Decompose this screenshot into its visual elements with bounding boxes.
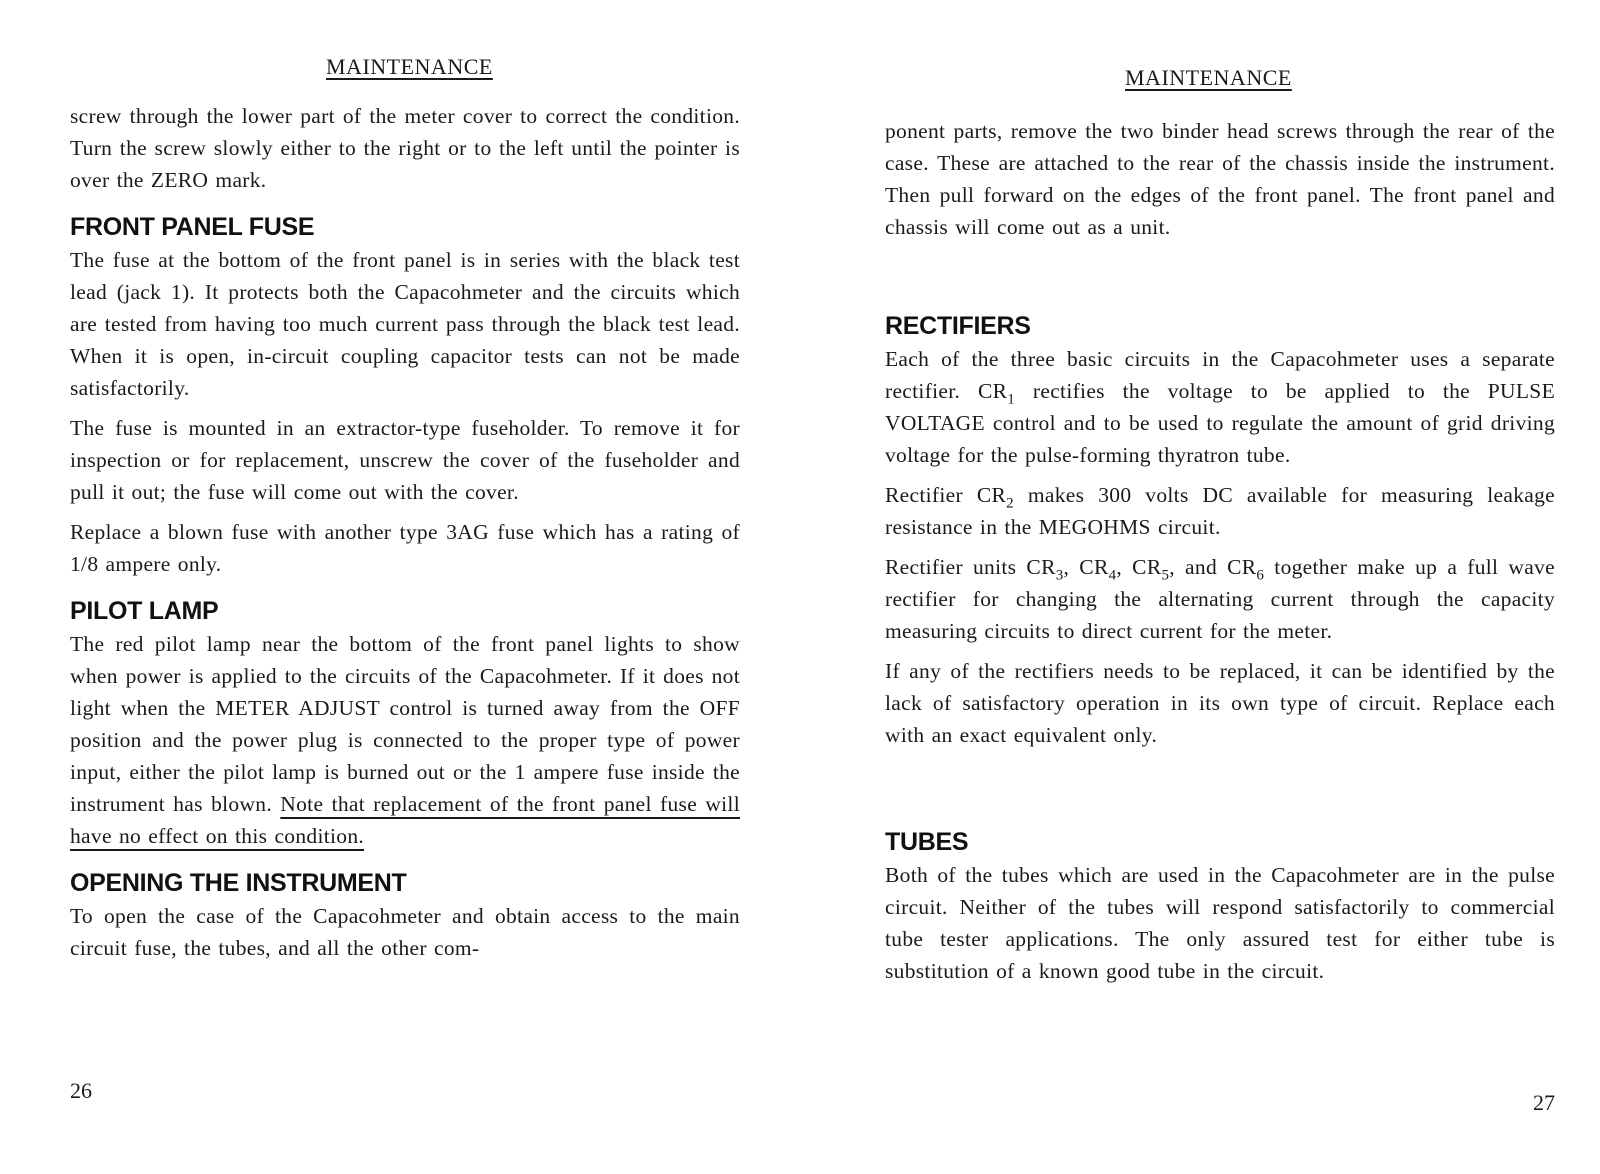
- fuse-paragraph-1: The fuse at the bottom of the front panel is in series with the black test lead (jack 1). It protects both the Capacohmeter and the circuits which are tested from having too much current pass through the black test lead. When it is open, in-circuit coupling capacitor tests can not be made satisfactorily.: [70, 248, 740, 400]
- fuse-paragraph-3: Replace a blown fuse with another type 3AG fuse which has a rating of 1/8 ampere only.: [70, 520, 740, 576]
- section-heading-front-panel-fuse: FRONT PANEL FUSE: [70, 213, 315, 241]
- page-number: 26: [70, 1078, 92, 1103]
- pilot-lamp-paragraph: [70, 628, 740, 852]
- continued-paragraph: ponent parts, remove the two binder head screws through the rear of the case. These are attached to the rear of the chassis inside the instrument. Then pull forward on the edges of the front panel. The front panel and chassis will come out as a unit.: [885, 119, 1555, 239]
- page-number: 27: [1533, 1090, 1555, 1115]
- pilot-lamp-underlined-note: Note that replacement of the front panel fuse will have no effect on this condition.: [70, 792, 740, 848]
- running-header: MAINTENANCE: [326, 54, 493, 79]
- rectifiers-paragraph-1: Each of the three basic circuits in the Capacohmeter uses a separate rectifier. $CR_1$ rectifies the voltage to be applied to the PULSE VOLTAGE control and to be used to regulate the amount of grid driving voltage for the pulse-forming thyratron tube.: [885, 347, 1556, 467]
- opening-paragraph: To open the case of the Capacohmeter and obtain access to the main circuit fuse, the tubes, and all the other com-: [70, 904, 740, 960]
- rectifiers-paragraph-2: Rectifier $CR_2$ makes 300 volts DC available for measuring leakage resistance in the MEGOHMS circuit.: [885, 483, 1555, 539]
- left-page: [70, 0, 740, 1174]
- section-heading-tubes: TUBES: [885, 828, 969, 856]
- fuse-paragraph-2: The fuse is mounted in an extractor-type fuseholder. To remove it for inspection or for replacement, unscrew the cover of the fuseholder and pull it out; the fuse will come out with the cover.: [70, 416, 740, 504]
- section-heading-opening-the-instrument: OPENING THE INSTRUMENT: [70, 869, 407, 897]
- section-heading-rectifiers: RECTIFIERS: [885, 312, 1031, 340]
- section-gap: [885, 759, 1555, 811]
- rectifiers-paragraph-3: Rectifier units $CR_3$, $CR_4$, $CR_5$, and $CR_6$ together make up a full wave rectifier for changing the alternating current through the capacity measuring circuits to direct current for the meter.: [885, 555, 1555, 643]
- continued-paragraph: screw through the lower part of the meter cover to correct the condition. Turn the screw slowly either to the right or to the left until the pointer is over the ZERO mark.: [70, 104, 740, 192]
- pilot-lamp-text: The red pilot lamp near the bottom of the front panel lights to show when power is applied to the circuits of the Capacohmeter. If it does not light when the METER ADJUST control is turned away from the OFF position and the power plug is connected to the proper type of power input, either the pilot lamp is burned out or the 1 ampere fuse inside the instrument has blown.: [70, 632, 740, 816]
- right-page-body: [885, 115, 1555, 995]
- rectifiers-paragraph-4: If any of the rectifiers needs to be replaced, it can be identified by the lack of satisfactory operation in its own type of circuit. Replace each with an exact equivalent only.: [885, 659, 1555, 747]
- section-heading-pilot-lamp: PILOT LAMP: [70, 597, 219, 625]
- running-header: MAINTENANCE: [1125, 65, 1292, 90]
- tubes-paragraph: Both of the tubes which are used in the Capacohmeter are in the pulse circuit. Neither of the tubes will respond satisfactorily to commercial tube tester applications. The only assured test for either tube is substitution of a known good tube in the circuit.: [885, 863, 1555, 983]
- section-gap: [885, 251, 1555, 295]
- right-page: [885, 0, 1555, 1174]
- left-page-body: [70, 100, 740, 972]
